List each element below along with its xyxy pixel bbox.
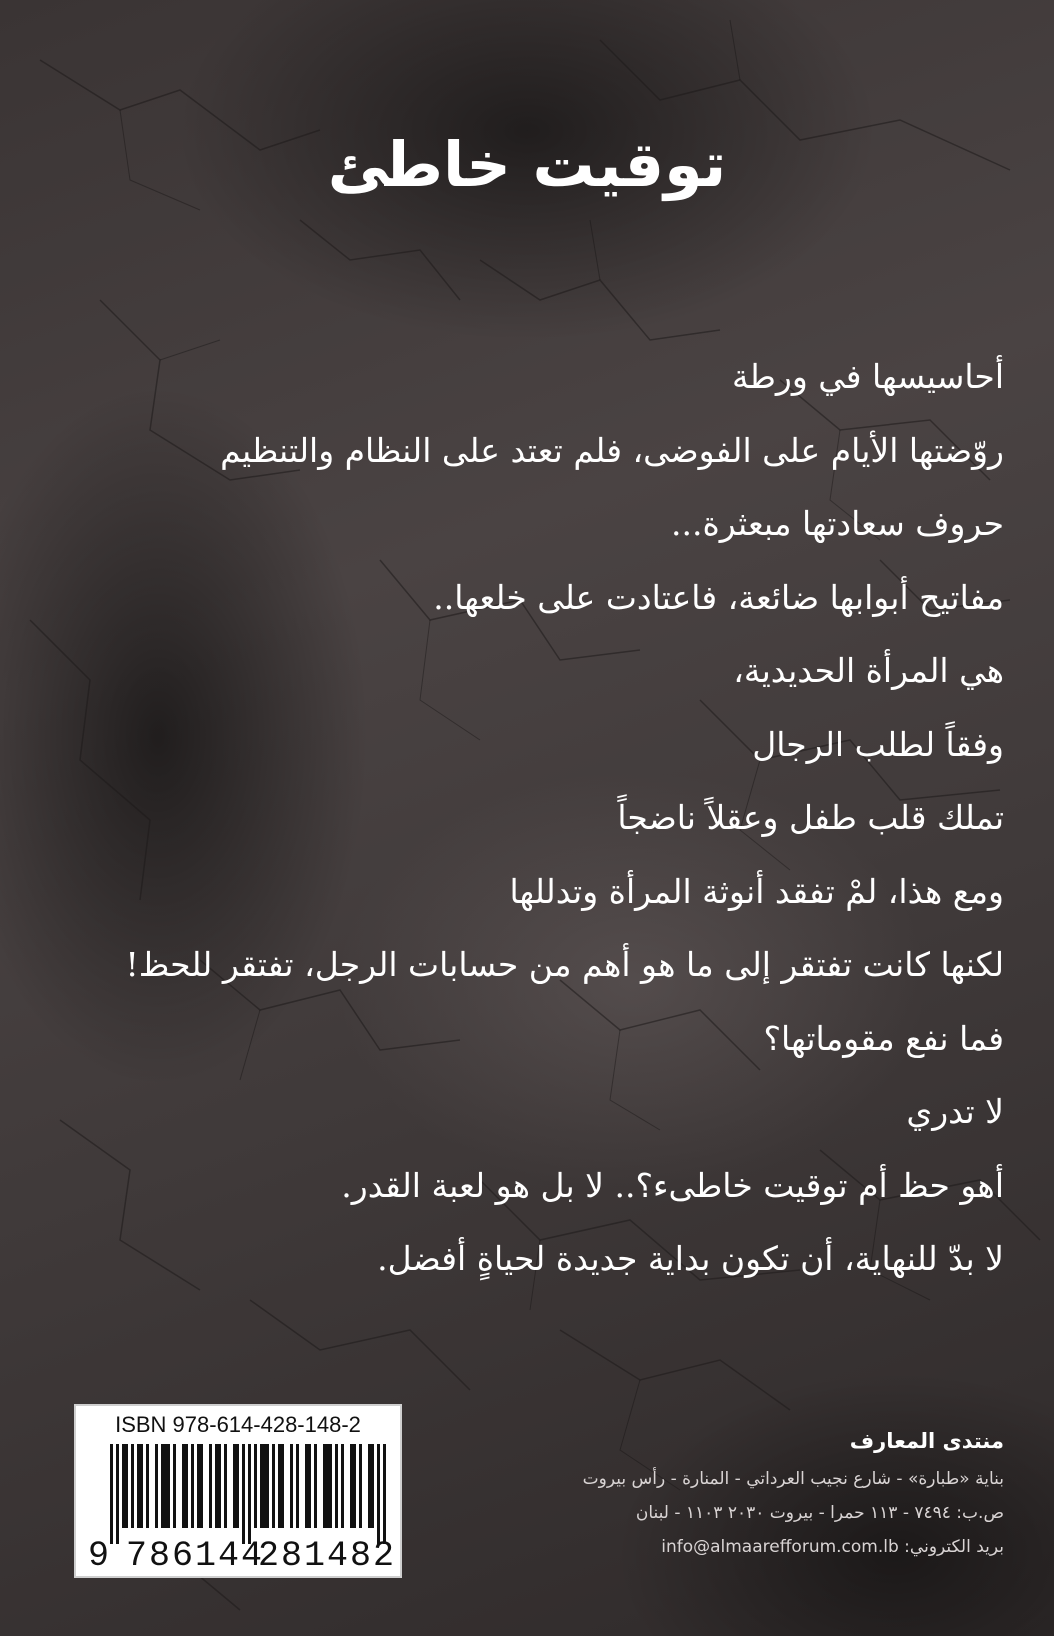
publisher-address: بناية «طبارة» - شارع نجيب العرداتي - المنارة - رأس بيروت (582, 1469, 1004, 1489)
isbn-barcode (74, 1404, 402, 1578)
blurb-line: وفقاً لطلب الرجال (752, 724, 1004, 764)
blurb-line: روّضتها الأيام على الفوضى، فلم تعتد على النظام والتنظيم (220, 430, 1004, 470)
blurb-line: أهو حظ أم توقيت خاطىء؟.. لا بل هو لعبة القدر. (341, 1165, 1004, 1205)
publisher-info (484, 1420, 1004, 1564)
blurb-line: تملك قلب طفل وعقلاً ناضجاً (617, 798, 1004, 837)
blurb-line: هي المرأة الحديدية، (733, 651, 1004, 690)
blurb-line: حروف سعادتها مبعثرة... (671, 504, 1004, 543)
book-title: توقيت خاطئ (327, 128, 727, 201)
isbn-label: ISBN 978-614-428-148-2 (115, 1412, 361, 1437)
publisher-email: بريد الكتروني: info@almaarefforum.com.lb (661, 1537, 1004, 1557)
barcode-digits (88, 1536, 397, 1576)
blurb-line: مفاتيح أبوابها ضائعة، فاعتادت على خلعها.. (433, 577, 1004, 617)
barcode-digit-group: 281482 (258, 1536, 397, 1576)
blurb-line: فما نفع مقوماتها؟ (763, 1018, 1004, 1058)
blurb-line: ومع هذا، لمْ تفقد أنوثة المرأة وتدللها (509, 871, 1004, 911)
blurb-line: لا بدّ للنهاية، أن تكون بداية جديدة لحياةٍ أفضل. (377, 1239, 1004, 1278)
blurb-line: أحاسيسها في ورطة (731, 357, 1004, 396)
blurb-line: لا تدري (906, 1092, 1004, 1131)
barcode-digit-first: 9 (88, 1536, 112, 1576)
blurb-text (44, 340, 1004, 1296)
publisher-po-box: ص.ب: ٧٤٩٤ - ١١٣ حمرا - بيروت ٢٠٣٠ ١١٠٣ - لبنان (635, 1503, 1004, 1523)
blurb-line: لكنها كانت تفتقر إلى ما هو أهم من حسابات الرجل، تفتقر للحظ! (125, 945, 1004, 984)
publisher-name: منتدى المعارف (849, 1429, 1004, 1453)
barcode-digit-group: 786144 (126, 1536, 265, 1576)
barcode-bars (110, 1444, 386, 1544)
